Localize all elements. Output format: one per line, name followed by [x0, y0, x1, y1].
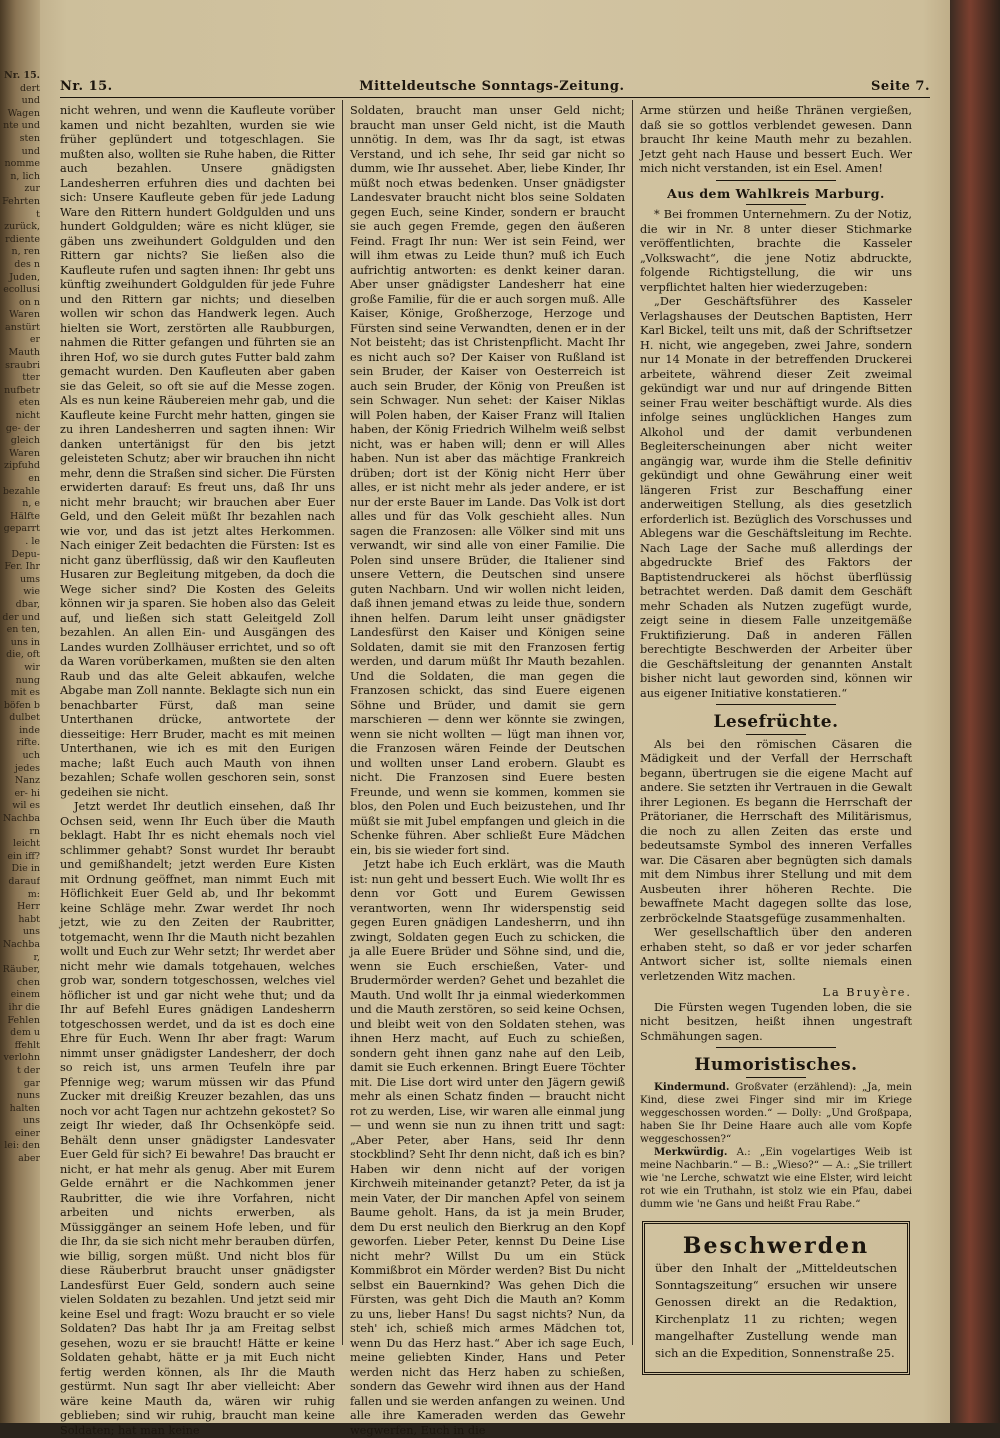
section-divider — [746, 1077, 806, 1078]
column-divider — [632, 100, 633, 1345]
news-paragraph: * Bei frommen Unternehmern. Zu der Notiz, die wir in Nr. 8 unter dieser Stichmarke veröffentlichten, brachte die Kasseler „Volkswacht“, die jene Notiz abdruckte, folgende Richtigstellung, die wir uns verpflichtet halten hier wiederzugeben: — [640, 208, 912, 294]
notice-text: über den Inhalt der „Mitteldeutschen Sonntagszeitung“ ersuchen wir unsere Genossen direkt an die Redaktion, Kirchenplatz 11 zu richten; wegen mangelhafter Zustellung wende man sich an die Expedition, Sonnenstraße 25. — [655, 1260, 897, 1360]
column-1 — [60, 104, 336, 1437]
joke-title: Merkwürdig. — [654, 1145, 728, 1158]
section-divider — [716, 704, 836, 705]
column-divider — [342, 100, 343, 1345]
quote-author: La Bruyère. — [822, 986, 912, 999]
book-binding-edge — [950, 0, 1000, 1423]
column-3 — [640, 104, 912, 1360]
joke-item — [640, 1081, 912, 1146]
joke-text: Großvater (erzählend): „Ja, mein Kind, diese zwei Finger sind mir im Kriege weggeschossen worden.“ — Dolly: „Und Großpapa, haben Sie Ihr Deine Haare auch alle vom Kopfe weggeschossen?“ — [640, 1081, 912, 1145]
notice-title: Beschwerden — [682, 1232, 870, 1259]
issue-number: Nr. 15. — [60, 78, 113, 94]
joke-title: Kindermund. — [654, 1080, 730, 1093]
newspaper-title: Mitteldeutsche Sonntags-Zeitung. — [359, 78, 625, 94]
section-title-lesefruechte: Lesefrüchte. — [713, 712, 839, 732]
adjacent-page-text — [2, 70, 40, 1166]
adjacent-page-fragment: dert und Wagen nte und sten und nommen, lich zur Fehrten t zurück, rdienten, ren des n Juden, ecollusion n Waren anstürter Mauth sraubritter nufbetreten nicht ge- der gleich Waren zipfuhden bezahlen, e Hälfte geparrt. le Depu- Fer. Ihr ums wie dbar, der und en ten, uns in die, oft wir nung mit es böfen b dulbet inde rifte. uch jedes Nanz er- hi wil es Nachbarn leicht ein iff? Die in darauf m: Herr habt uns Nachbar, Räuber, chen einem ihr die Fehlen dem u ffehlt verlohnt der gar nuns halten uns einer lei: den aber — [2, 82, 40, 1165]
section-divider — [716, 1047, 836, 1048]
complaints-notice-box — [642, 1221, 910, 1375]
article-paragraph: Jetzt habe ich Euch erklärt, was die Mauth ist: nun geht und bessert Euch. Wie wollt Ihr es denn vor Gott und Eurem Gewissen verantworten, wenn Ihr widerspenstig seid gegen Euren gnädigen Landesherrn, und ihn zwingt, Soldaten gegen Euch zu schicken, die ja alle Euere Brüder und Söhne sind, und die, wenn sie Euch erschießen, Vater- und Brudermörder werden? Gehet und bezahlet die Mauth. Und wollt Ihr ja einmal wiederkommen und die Mauth zerstören, so seid keine Ochsen, und bleibt weit von den Soldaten stehen, was ihnen Herz macht, auf Euch zu schießen, sondern geht ihnen ganz nahe auf den Leib, damit sie Euch erkennen. Bringt Euere Töchter mit. Die Lise dort wird unter den Jägern gewiß mehr als einen Schatz finden — braucht nicht rot zu werden, Lise, wir waren alle einmal jung — und wenn sie nun zu ihnen tritt und sagt: „Aber Peter, aber Hans, seid Ihr denn stockblind? Seht Ihr denn nicht, daß ich es bin? Haben wir denn nicht auf der vorigen Kirchweih miteinander getanzt? Peter, da ist ja mein Vater, der Dir manchen Apfel von seinem Baume geholt. Hans, da ist ja mein Bruder, dem Du erst neulich den Bierkrug an den Kopf geworfen. Lieber Peter, kennst Du Deine Lise nicht mehr? Willst Du um ein Stück Kommißbrot ein Mörder werden? Bist Du nicht selbst ein Bauernkind? Was gehen Dich die Fürsten, was geht Dich die Mauth an? Komm zu uns, lieber Hans! Du sagst nichts? Nun, da steh' ich, schieß mich armes Mädchen tot, wenn Du das Herz hast.“ Aber ich sage Euch, meine geliebten Kinder, Hans und Peter werden nicht das Herz haben zu schießen, sondern das Gewehr wird ihnen aus der Hand fallen und sie werden anfangen zu weinen. Und alle ihre Kameraden werden das Gewehr wegwerfen, Euch in die — [350, 858, 625, 1437]
quote-paragraph: Als bei den römischen Cäsaren die Mädigkeit und der Verfall der Herrschaft begann, übertrugen sie die eigene Macht auf andere. Sie setzten ihr Vertrauen in die Gewalt ihrer Legionen. Es begann die Herrschaft der Prätorianer, die Herrschaft des Militärismus, die noch zu allen Zeiten das erste und bedeutsamste Symbol des inneren Verfalles war. Die Cäsaren aber begnügten sich damals mit dem Nimbus ihrer Stellung und mit dem Ausbeuten ihrer höheren Rechte. Die bewaffnete Macht dagegen sollte das lose, zerbröckelnde Staatsgefüge zusammenhalten. — [640, 737, 912, 925]
section-divider — [746, 734, 806, 735]
newspaper-page — [40, 0, 950, 1437]
section-title-humor: Humoristisches. — [694, 1055, 858, 1075]
news-paragraph: „Der Geschäftsführer des Kasseler Verlagshauses der Deutschen Baptisten, Herr Karl Bickel, teilt uns mit, daß der Schriftsetzer H. nicht, wie angegeben, zwei Jahre, sondern nur 14 Monate in der betreffenden Druckerei arbeitete, während dieser Zeit zweimal gekündigt war und nur auf dringende Bitten seiner Frau weiter beschäftigt wurde. Als dies infolge seines unglücklichen Hanges zum Alkohol und der damit verbundenen Begleiterscheinungen aber nicht weiter angängig war, wurde ihm die Stelle definitiv gekündigt und ohne Gewährung einer weit längeren Frist zur Beschaffung einer anderweitigen Stellung, als dies gesetzlich erforderlich ist. Bezüglich des Vorschusses und Ablegens war die Geschäftsleitung im Rechte. Nach Lage der Sache muß allerdings der abgedruckte Brief des Faktors der Baptistendruckerei als höchst überflüssig betrachtet werden. Daß damit dem Geschäft mehr Schaden als Nutzen zugefügt wurde, zeigt seine in diesem Falle unzeitgemäße Fruktifizierung. Daß in anderen Fällen berechtigte Beschwerden der Arbeiter über die Geschäftsleitung der genannten Anstalt bisher nicht laut geworden sind, können wir aus eigener Initiative konstatieren.“ — [640, 295, 912, 700]
column-2 — [350, 104, 625, 1437]
section-divider — [716, 180, 836, 181]
quote-paragraph: Wer gesellschaftlich über den anderen erhaben steht, so daß er vor jeder scharfen Antwort sicher ist, sollte niemals einen verletzenden Witz machen. — [640, 926, 912, 983]
article-paragraph: Soldaten, braucht man unser Geld nicht; braucht man unser Geld nicht, ist die Mauth unnötig. In dem, was Ihr da sagt, ist etwas Verstand, und ich sehe, Ihr seid gar nicht so dumm, wie Ihr aussehet. Aber, liebe Kinder, Ihr müßt noch etwas bedenken. Unser gnädigster Landesvater braucht nicht blos seine Soldaten gegen Euch, seine Kinder, sondern er braucht sie auch gegen Fremde, gegen den äußeren Feind. Fragt Ihr nun: Wer ist sein Feind, wer will ihm etwas zu Leide thun? muß ich Euch aufrichtig antworten: es denkt keiner daran. Aber unser gnädigster Landesherr hat eine große Familie, für die er auch sorgen muß. Alle Kaiser, Könige, Großherzoge, Herzoge und Fürsten sind seine Verwandten, denen er in der Not beisteht; das ist Christenpflicht. Macht Ihr es nicht auch so? Der Kaiser von Rußland ist sein Bruder, der Kaiser von Oesterreich ist auch sein Bruder, der König von Preußen ist sein Schwager. Nun sehet: der Kaiser Niklas will Polen haben, der Kaiser Franz will Italien haben, der König Friedrich Wilhelm weiß selbst nicht, was er haben will; denn er will Alles haben. Nun ist aber das mächtige Frankreich drüben; dort ist der König nicht Herr über alles, er ist nicht mehr als jeder andere, er ist nur der erste Bauer im Lande. Das Volk ist dort alles und für das Volk geschieht alles. Nun sagen die Franzosen: alle Völker sind mit uns verwandt, wir sind alle von einer Familie. Die Polen sind unsere Brüder, die Italiener sind unsere Vettern, die Deutschen sind unsere guten Nachbarn. Und wir wollen nicht leiden, daß ihnen jemand etwas zu leide thue, sondern ihnen helfen. Darum leiht unser gnädigster Landesfürst den Kaiser und Königen seine Soldaten, damit sie mit den Franzosen fertig werden, und darum müßt Ihr Mauth bezahlen. Und die Soldaten, die man gegen die Franzosen schickt, das sind Euere eigenen Söhne und Brüder, und damit sie gern marschieren — denn wer könnte sie zwingen, wenn sie nicht wollten — lügt man ihnen vor, die Franzosen wären Feinde der Deutschen und wollten unser Land erobern. Glaubt es nicht. Die Franzosen sind Euere besten Freunde, und wenn sie kommen, kommen sie blos, den Polen und Euch beizustehen, und Ihr müßt sie mit Jubel empfangen und gleich in die Schenke führen. Aber schließt Eure Mädchen ein, bis sie wieder fort sind. — [350, 104, 625, 857]
joke-item — [640, 1146, 912, 1211]
section-title-marburg: Aus dem Wahlkreis Marburg. — [667, 185, 885, 201]
article-paragraph: Arme stürzen und heiße Thränen vergießen, daß sie so gottlos verblendet gewesen. Dann braucht Ihr keine Mauth mehr zu bezahlen. Jetzt geht nach Hause und bessert Euch. Wer mich nicht verstanden, ist ein Esel. Amen! — [640, 104, 912, 175]
article-paragraph: Jetzt werdet Ihr deutlich einsehen, daß Ihr Ochsen seid, wenn Ihr Euch über die Mauth beklagt. Habt Ihr es nicht ehemals noch viel schlimmer gehabt? Sonst wurdet Ihr beraubt und gemißhandelt; jetzt werden Eure Kisten mit Ordnung geöffnet, man nimmt Euch mit Höflichkeit Euer Geld ab, und Ihr bekommt keine Schläge mehr. Zwar werdet Ihr noch jetzt, wie zu den Zeiten der Raubritter, totgemacht, wenn Ihr die Mauth nicht bezahlen wollt und Euch zur Wehr setzt; Ihr werdet aber nicht mehr wie damals totgehauen, welches grob war, sondern totgeschossen, welches viel höflicher ist und gar nicht wehe thut; und da Ihr auf Befehl Eures gnädigen Landesherrn totgeschossen werdet, und da ist es doch eine Ehre für Euch. Wenn Ihr aber fragt: Warum nimmt unser gnädigster Landesherr, der doch so reich ist, uns armen Teufeln ihre par Pfennige weg; warum müssen wir das Pfund Zucker mit dreißig Kreuzer bezahlen, das uns noch vor acht Tagen nur achtzehn gekostet? So zeigt Ihr wieder, daß Ihr Ochsenköpfe seid. Behält denn unser gnädigster Landesvater Euer Geld für sich? Ei bewahre! Das braucht er nicht, er hat mehr als genug. Aber mit Eurem Gelde ernährt er die Nachkommen jener Raubritter, die wie ihre Vorfahren, nicht arbeiten und nichts erwerben, als Müssiggänger an seinem Hofe leben, und für die Ihr, da sie sich nicht mehr berauben dürfen, wie billig, sorgen müßt. Und nicht blos für diese Räuberbrut braucht unser gnädigster Landesfürst Euer Geld, sondern auch seine vielen Soldaten zu bezahlen. Und jetzt seid mir keine Esel und fragt: Wozu braucht er so viele Soldaten? Das habt Ihr ja am Freitag selbst gesehen, wozu er sie braucht! Hätte er keine Soldaten gehabt, hätte er ja mit Euch nicht fertig werden können, als Ihr die Mauth gestürmt. Nun sagt Ihr aber vielleicht: Aber wäre keine Mauth da, wären wir ruhig geblieben; sind wir ruhig, braucht man keine Soldaten; hat man keine — [60, 800, 335, 1437]
joke-text: A.: „Ein vogelartiges Weib ist meine Nachbarin.“ — B.: „Wieso?“ — A.: „Sie trillert wie 'ne Lerche, schwatzt wie eine Elster, wird leicht rot wie ein Truthahn, ist stolz wie ein Pfau, dabei dumm wie 'ne Gans und heißt Frau Rabe.“ — [640, 1146, 912, 1210]
page-number: Seite 7. — [871, 78, 930, 94]
page-header — [60, 76, 930, 96]
quote-paragraph: Die Fürsten wegen Tugenden loben, die sie nicht besitzen, heißt ihnen ungestraft Schmähungen sagen. — [640, 1000, 912, 1043]
adjacent-page-number: Nr. 15. — [4, 70, 40, 81]
header-rule — [60, 97, 930, 98]
article-paragraph: nicht wehren, und wenn die Kaufleute vorüber kamen und nicht bezahlten, wurden sie wie früher geplündert und totgeschlagen. Sie mußten also, wollten sie Ruhe haben, die Ritter auch bezahlen. Unsere gnädigsten Landesherren erfuhren dies und dachten bei sich: Unsere Kaufleute geben für jede Ladung Ware den Rittern hundert Goldgulden und uns hundert Goldgulden; wäre es nicht klüger, sie gäben uns zweihundert Goldgulden und den Rittern gar nichts? Sie ließen also die Kaufleute rufen und sagten ihnen: Ihr gebt uns künftig zweihundert Goldgulden für jede Fuhre und den Rittern gar nichts; und dieselben wollen wir schon das Handwerk legen. Auch hielten sie Wort, zerstörten alle Raubburgen, nahmen die Ritter gefangen und führten sie an ihren Hof, wo sie durch gutes Futter bald zahm gemacht wurden. Den Kaufleuten aber gaben sie das Geleit, so oft sie auf die Messe zogen. Als es nun keine Räubereien mehr gab, und die Kaufleute keine Furcht mehr hatten, gingen sie zu ihren Landesherren und sagten ihnen: Wir danken untertänigst für den bis jetzt geleisteten Schutz; aber wir brauchen ihn nicht mehr, denn die Straßen sind sicher. Die Fürsten erwiderten darauf: Es freut uns, daß Ihr uns nicht mehr braucht; wir brauchen aber Euer Geld, und den Geleit müßt Ihr bezahlen nach wie vor, und das ist jetzt altes Herkommen. Nach einiger Zeit bedachten die Fürsten: Ist es nicht ganz überflüssig, daß wir den Kaufleuten Husaren zur Begleitung mitgeben, da doch die Wege sicher sind? Die Kosten des Geleits können wir ja sparen. Sie hoben also das Geleit auf, und ließen sich statt Geleitgeld Zoll bezahlen. An allen Ein- und Ausgängen des Landes wurden Zollhäuser errichtet, und so oft da Waren vorüberkamen, mußten sie den alten Raub und das alte Geleit abkaufen, welche Abgabe man Zoll nannte. Beklagte sich nun ein benachbarter Fürst, daß man seine Unterthanen drücke, antwortete der diesseitige: Herr Bruder, macht es mit meinen Unterthanen, wie ich es mit den Eurigen mache; laßt Euch auch Mauth von ihnen bezahlen; Schafe wollen geschoren sein, sonst gedeihen sie nicht. — [60, 104, 336, 799]
section-divider — [746, 204, 806, 205]
adjacent-page-strip — [0, 0, 40, 1423]
